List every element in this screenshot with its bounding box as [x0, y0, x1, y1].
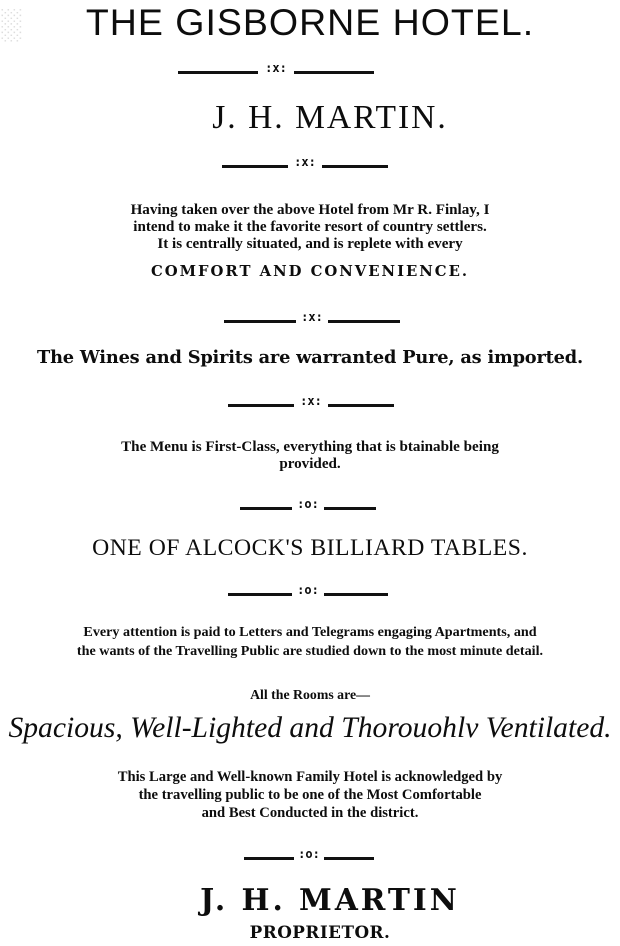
comfort-heading: COMFORT AND CONVENIENCE.: [150, 263, 470, 280]
hotel-title: THE GISBORNE HOTEL.: [85, 1, 535, 43]
rule-ornament: :o:: [297, 497, 319, 511]
family-line: the travelling public to be one of the Most Comfortable: [138, 787, 482, 803]
rooms-intro: All the Rooms are—: [250, 687, 370, 702]
rule-ornament: :o:: [298, 847, 320, 861]
ornamental-rule: [222, 155, 388, 171]
intro-line: It is centrally situated, and is replete with every: [157, 236, 463, 252]
rule-ornament: :x:: [265, 61, 287, 75]
ornamental-rule: [178, 61, 374, 77]
show-through-text: ░: [0, 8, 22, 41]
owner-name: J. H. MARTIN.: [212, 99, 448, 136]
family-line: This Large and Well-known Family Hotel is acknowledged by: [117, 769, 503, 785]
intro-line: intend to make it the favorite resort of country settlers.: [133, 219, 487, 235]
rule-ornament: :x:: [301, 310, 323, 324]
menu-paragraph: [0, 439, 620, 473]
menu-line: provided.: [279, 456, 341, 472]
ornamental-rule: [224, 310, 400, 326]
rooms-description: Spacious, Well-Lighted and Thorouohlv Ventilated.: [8, 712, 612, 744]
ornamental-rule: [228, 583, 388, 599]
signature-title: PROPRIETOR.: [249, 922, 391, 942]
attention-paragraph: [0, 623, 620, 661]
family-line: and Best Conducted in the district.: [201, 805, 419, 821]
rule-ornament: :x:: [294, 155, 316, 169]
ornamental-rule: [228, 394, 394, 410]
intro-line: Having taken over the above Hotel from Mr R. Finlay, I: [130, 202, 490, 218]
ornamental-rule: [240, 497, 376, 513]
ornamental-rule: [244, 847, 374, 863]
attention-line: the wants of the Travelling Public are studied down to the most minute detail.: [76, 643, 544, 659]
wines-statement: The Wines and Spirits are warranted Pure, as imported.: [37, 347, 583, 368]
signature-name: J. H. MARTIN: [200, 882, 460, 917]
intro-paragraph: [0, 202, 620, 253]
family-hotel-paragraph: [0, 768, 620, 822]
billiards-heading: ONE OF ALCOCK'S BILLIARD TABLES.: [92, 535, 528, 561]
attention-line: Every attention is paid to Letters and Telegrams engaging Apartments, and: [83, 624, 537, 640]
menu-line: The Menu is First-Class, everything that is btainable being: [121, 439, 499, 455]
rule-ornament: :x:: [300, 394, 322, 408]
rule-ornament: :o:: [297, 583, 319, 597]
